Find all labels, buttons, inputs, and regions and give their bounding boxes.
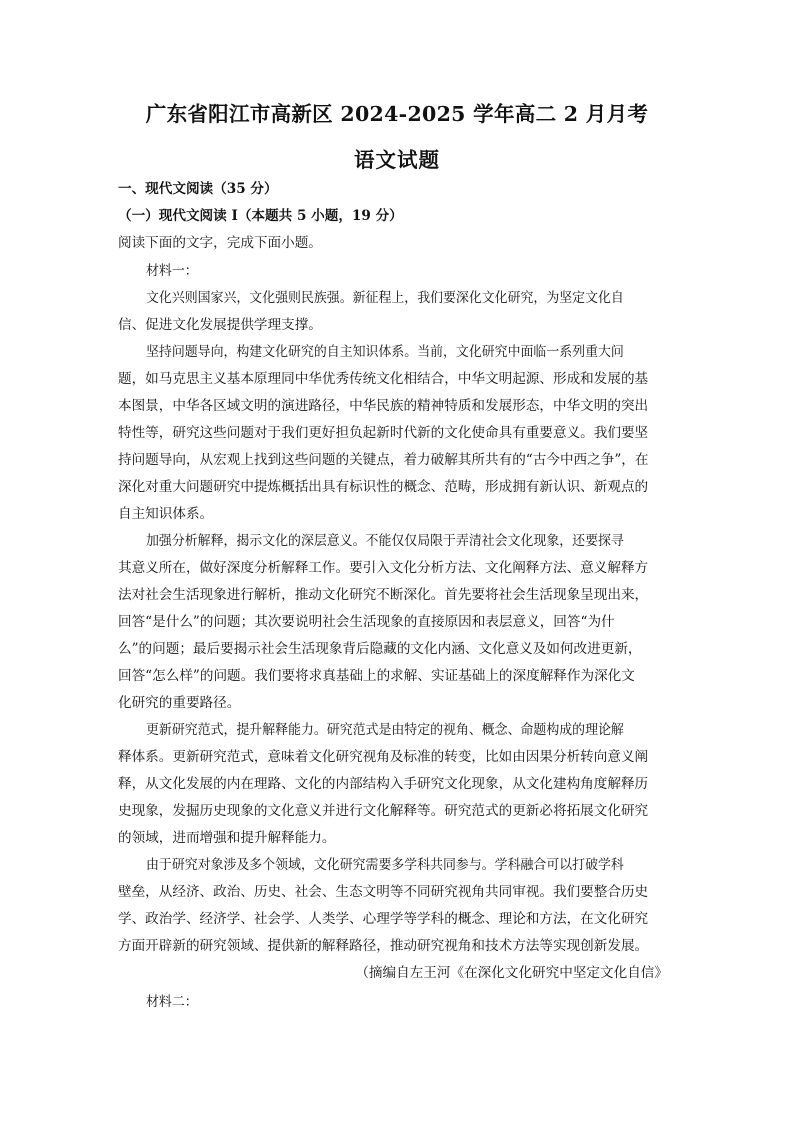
paragraph-line: 法对社会生活现象进行解析，推动文化研究不断深化。首先要将社会生活现象呈现出来， [118,587,649,603]
paragraph-line: 本图景，中华各区域文明的演进路径，中华民族的精神特质和发展形态，中华文明的突出 [118,398,649,414]
paragraph-line: 释，从文化发展的内在理路、文化的内部结构入手研究文化现象，从文化建构角度解释历 [118,776,649,792]
paragraph-line: 的领域，进而增强和提升解释能力。 [118,830,336,846]
exam-title: 广东省阳江市高新区 2024-2025 学年高二 2 月月考 [145,102,649,126]
material-label: 材料一： [146,263,198,279]
paragraph-line: 坚持问题导向，构建文化研究的自主知识体系。当前，文化研究中面临一系列重大问 [146,344,624,360]
paragraph-line: 题，如马克思主义基本原理同中华优秀传统文化相结合，中华文明起源、形成和发展的基 [118,371,649,387]
paragraph-line: 信、促进文化发展提供学理支撑。 [118,317,322,333]
paragraph-line: 释体系。更新研究范式，意味着文化研究视角及标准的转变，比如由因果分析转向意义阐 [118,749,649,765]
paragraph-line: 更新研究范式，提升解释能力。研究范式是由特定的视角、概念、命题构成的理论解 [146,722,624,738]
paragraph-line: 方面开辟新的研究领域、提供新的解释路径，推动研究视角和技术方法等实现创新发展。 [118,938,649,954]
paragraph-line: 深化对重大问题研究中提炼概括出具有标识性的概念、范畴，形成拥有新认识、新观点的 [118,479,649,495]
section-heading: 一、现代文阅读（35 分） [118,181,278,197]
paragraph-line: 其意义所在，做好深度分析解释工作。要引入文化分析方法、文化阐释方法、意义解释方 [118,560,649,576]
paragraph-line: 特性等，研究这些问题对于我们更好担负起新时代新的文化使命具有重要意义。我们要坚 [118,425,649,441]
instruction-text: 阅读下面的文字，完成下面小题。 [118,235,322,251]
paragraph-line: 持问题导向，从宏观上找到这些问题的关键点，着力破解其所共有的“古今中西之争”，在 [118,452,649,468]
paragraph-line: 史现象，发掘历史现象的文化意义并进行文化解释等。研究范式的更新必将拓展文化研究 [118,803,649,819]
source-citation: （摘编自左王河《在深化文化研究中坚定文化自信》 [355,965,668,981]
paragraph-line: 学、政治学、经济学、社会学、人类学、心理学等学科的概念、理论和方法，在文化研究 [118,911,649,927]
paragraph-line: 化研究的重要路径。 [118,695,241,711]
paragraph-line: 加强分析解释，揭示文化的深层意义。不能仅仅局限于弄清社会文化现象，还要探寻 [146,533,624,549]
paragraph-line: 壁垒，从经济、政治、历史、社会、生态文明等不同研究视角共同审视。我们要整合历史 [118,884,649,900]
paragraph-line: 由于研究对象涉及多个领域，文化研究需要多学科共同参与。学科融合可以打破学科 [146,857,624,873]
paragraph-line: 自主知识体系。 [118,506,214,522]
paragraph-line: 文化兴则国家兴，文化强则民族强。新征程上，我们要深化文化研究，为坚定文化自 [146,290,624,306]
paragraph-line: 么”的问题；最后要揭示社会生活现象背后隐藏的文化内涵、文化意义及如何改进更新， [118,641,642,657]
paragraph-line: 回答“是什么”的问题；其次要说明社会生活现象的直接原因和表层意义，回答“为什 [118,614,615,630]
material-label: 材料二： [146,994,198,1010]
paragraph-line: 回答“怎么样”的问题。我们要将求真基础上的求解、实证基础上的深度解释作为深化文 [118,668,635,684]
exam-subtitle: 语文试题 [354,148,440,172]
subsection-heading: （一）现代文阅读 I（本题共 5 小题，19 分） [118,208,403,224]
